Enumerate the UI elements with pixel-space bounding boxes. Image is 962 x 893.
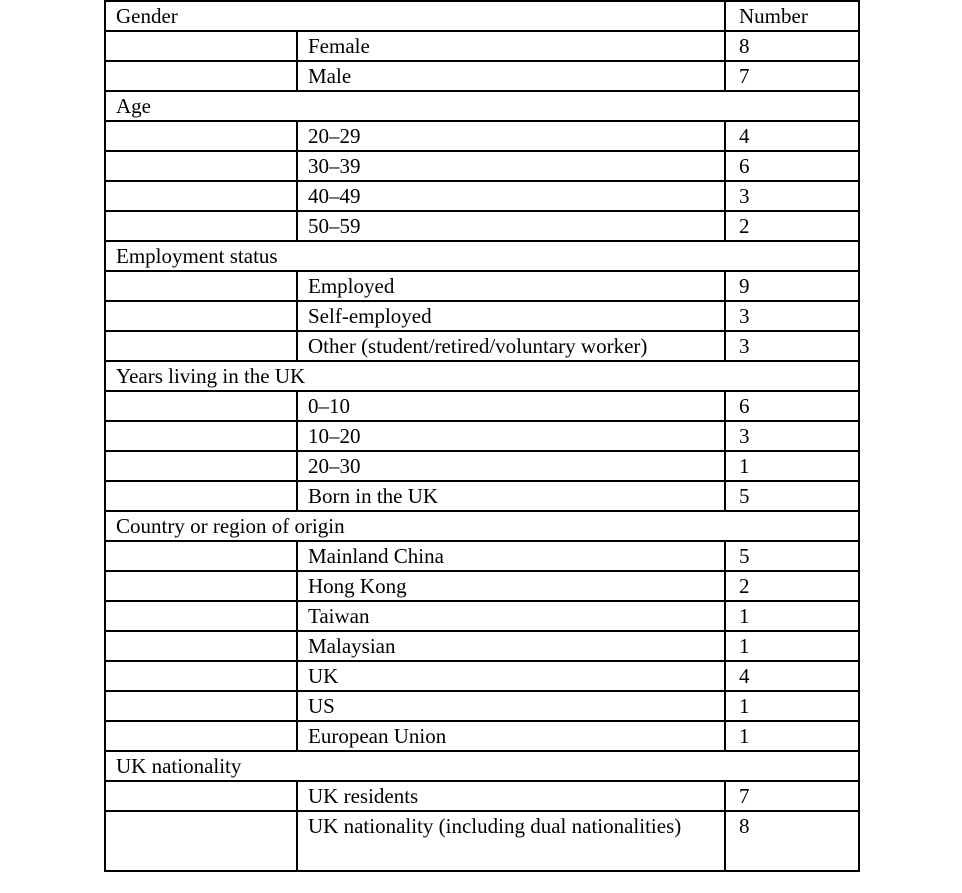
section-title-gender: Gender bbox=[105, 1, 725, 31]
row-value: 5 bbox=[725, 481, 859, 511]
row-value: 5 bbox=[725, 541, 859, 571]
row-label: Other (student/retired/voluntary worker) bbox=[297, 331, 725, 361]
row-value: 7 bbox=[725, 61, 859, 91]
empty-cell bbox=[105, 61, 297, 91]
empty-cell bbox=[105, 721, 297, 751]
table-row bbox=[105, 631, 859, 661]
row-value: 6 bbox=[725, 151, 859, 181]
row-value: 3 bbox=[725, 181, 859, 211]
section-title-years-living-in-uk: Years living in the UK bbox=[105, 361, 859, 391]
section-title-employment-status: Employment status bbox=[105, 241, 859, 271]
number-column-header: Number bbox=[725, 1, 859, 31]
empty-cell bbox=[105, 211, 297, 241]
row-value: 1 bbox=[725, 721, 859, 751]
table-row bbox=[105, 481, 859, 511]
demographics-table bbox=[104, 0, 860, 872]
empty-cell bbox=[105, 331, 297, 361]
row-value: 9 bbox=[725, 271, 859, 301]
empty-cell bbox=[105, 301, 297, 331]
empty-cell bbox=[105, 271, 297, 301]
row-label: Male bbox=[297, 61, 725, 91]
row-label: Female bbox=[297, 31, 725, 61]
row-label: 50–59 bbox=[297, 211, 725, 241]
table-row bbox=[105, 781, 859, 811]
empty-cell bbox=[105, 691, 297, 721]
row-value: 1 bbox=[725, 601, 859, 631]
row-value: 3 bbox=[725, 301, 859, 331]
row-value: 3 bbox=[725, 421, 859, 451]
section-row bbox=[105, 361, 859, 391]
row-value: 6 bbox=[725, 391, 859, 421]
empty-cell bbox=[105, 811, 297, 871]
row-label: Malaysian bbox=[297, 631, 725, 661]
table-row bbox=[105, 61, 859, 91]
empty-cell bbox=[105, 481, 297, 511]
empty-cell bbox=[105, 121, 297, 151]
row-value: 4 bbox=[725, 121, 859, 151]
row-label-text: UK nationality (including dual nationalities) bbox=[308, 814, 682, 838]
row-value: 8 bbox=[725, 31, 859, 61]
table-row bbox=[105, 151, 859, 181]
row-value: 1 bbox=[725, 631, 859, 661]
empty-cell bbox=[105, 31, 297, 61]
table-row bbox=[105, 661, 859, 691]
table-row bbox=[105, 811, 859, 871]
row-value: 1 bbox=[725, 691, 859, 721]
row-value: 7 bbox=[725, 781, 859, 811]
row-label: 40–49 bbox=[297, 181, 725, 211]
table-row bbox=[105, 601, 859, 631]
empty-cell bbox=[105, 571, 297, 601]
row-label: 0–10 bbox=[297, 391, 725, 421]
table-row bbox=[105, 391, 859, 421]
empty-cell bbox=[105, 661, 297, 691]
section-row bbox=[105, 751, 859, 781]
table-row bbox=[105, 451, 859, 481]
row-value: 8 bbox=[725, 811, 859, 871]
empty-cell bbox=[105, 421, 297, 451]
table-row bbox=[105, 331, 859, 361]
section-title-uk-nationality: UK nationality bbox=[105, 751, 859, 781]
row-label bbox=[297, 811, 725, 871]
empty-cell bbox=[105, 151, 297, 181]
table-row bbox=[105, 571, 859, 601]
row-label: European Union bbox=[297, 721, 725, 751]
table-row bbox=[105, 301, 859, 331]
table-row bbox=[105, 691, 859, 721]
empty-cell bbox=[105, 541, 297, 571]
row-value: 2 bbox=[725, 571, 859, 601]
row-label: Employed bbox=[297, 271, 725, 301]
table-row bbox=[105, 541, 859, 571]
row-label: UK residents bbox=[297, 781, 725, 811]
row-value: 4 bbox=[725, 661, 859, 691]
row-label: 10–20 bbox=[297, 421, 725, 451]
table-row bbox=[105, 211, 859, 241]
section-row bbox=[105, 91, 859, 121]
row-value: 3 bbox=[725, 331, 859, 361]
row-label: Hong Kong bbox=[297, 571, 725, 601]
section-title-age: Age bbox=[105, 91, 859, 121]
empty-cell bbox=[105, 391, 297, 421]
row-label: Taiwan bbox=[297, 601, 725, 631]
table-row bbox=[105, 721, 859, 751]
row-value: 2 bbox=[725, 211, 859, 241]
row-label: US bbox=[297, 691, 725, 721]
empty-cell bbox=[105, 451, 297, 481]
row-label: Mainland China bbox=[297, 541, 725, 571]
row-label: Born in the UK bbox=[297, 481, 725, 511]
table-row bbox=[105, 121, 859, 151]
row-label: 30–39 bbox=[297, 151, 725, 181]
row-label: UK bbox=[297, 661, 725, 691]
row-label: Self-employed bbox=[297, 301, 725, 331]
demographics-table-container bbox=[104, 0, 860, 872]
table-row bbox=[105, 31, 859, 61]
empty-cell bbox=[105, 601, 297, 631]
empty-cell bbox=[105, 631, 297, 661]
table-row bbox=[105, 181, 859, 211]
row-value: 1 bbox=[725, 451, 859, 481]
row-label: 20–30 bbox=[297, 451, 725, 481]
empty-cell bbox=[105, 781, 297, 811]
section-row bbox=[105, 241, 859, 271]
row-label: 20–29 bbox=[297, 121, 725, 151]
section-title-country-of-origin: Country or region of origin bbox=[105, 511, 859, 541]
table-row bbox=[105, 421, 859, 451]
section-row bbox=[105, 511, 859, 541]
table-row bbox=[105, 271, 859, 301]
empty-cell bbox=[105, 181, 297, 211]
header-row bbox=[105, 1, 859, 31]
